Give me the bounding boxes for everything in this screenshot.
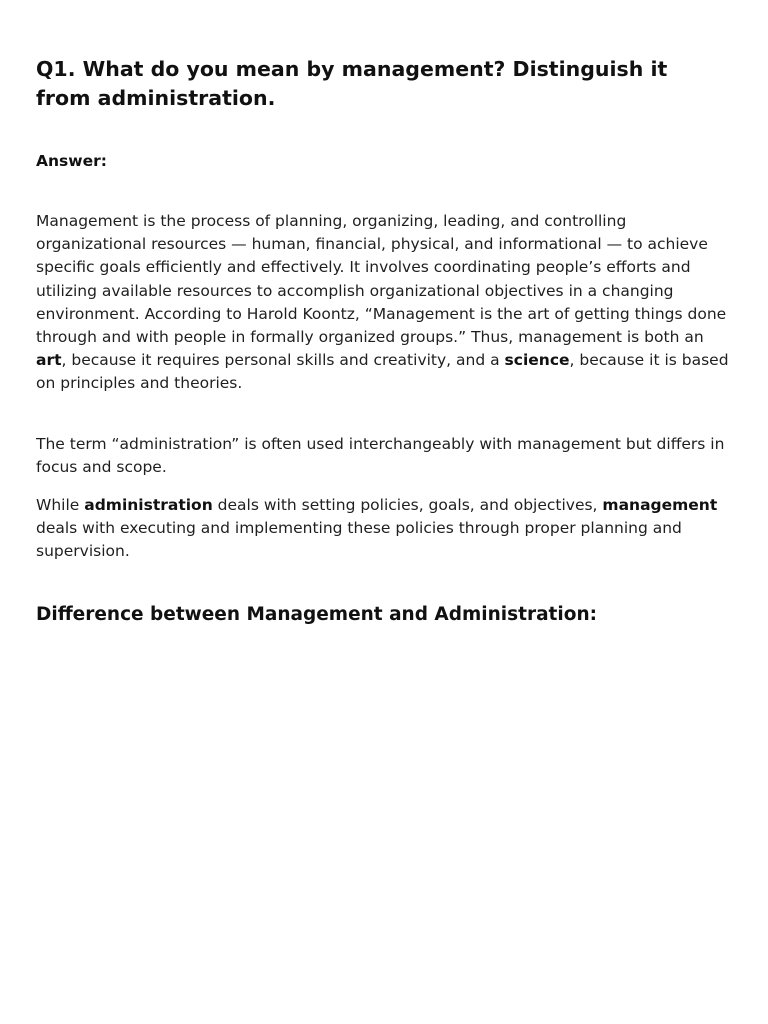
bold-management: management — [602, 496, 718, 514]
comparison-paragraph — [36, 494, 736, 564]
bold-administration: administration — [84, 496, 213, 514]
bold-science: science — [504, 351, 570, 370]
definition-text-c: , because it is based on principles and theories. — [36, 351, 729, 393]
definition-paragraph — [36, 210, 736, 396]
comparison-text-b: deals with setting policies, goals, and objectives, — [212, 496, 603, 514]
comparison-text-c: deals with executing and implementing these policies through proper planning and supervision. — [36, 519, 682, 561]
difference-section-title: Difference between Management and Administration: — [36, 604, 598, 625]
question-title: Q1. What do you mean by management? Distinguish it from administration. — [36, 57, 668, 110]
administration-term-paragraph: The term “administration” is often used interchangeably with management but differs in focus and scope. — [36, 435, 725, 477]
definition-text-a: Management is the process of planning, organizing, leading, and controlling organizational resources — human, financial, physical, and informational — to achieve specific goals efficiently and effectively. It involves coordinating people’s efforts and utilizing available resources to accomplish organizational objectives in a changing environment. According to Harold Koontz, “Management is the art of getting things done through and with people in formally organized groups.” Thus, management is both an — [36, 212, 727, 347]
answer-label: Answer: — [36, 152, 107, 170]
definition-text-b: , because it requires personal skills and creativity, and a — [61, 351, 505, 370]
bold-art: art — [36, 351, 62, 370]
comparison-text-a: While — [36, 496, 85, 514]
